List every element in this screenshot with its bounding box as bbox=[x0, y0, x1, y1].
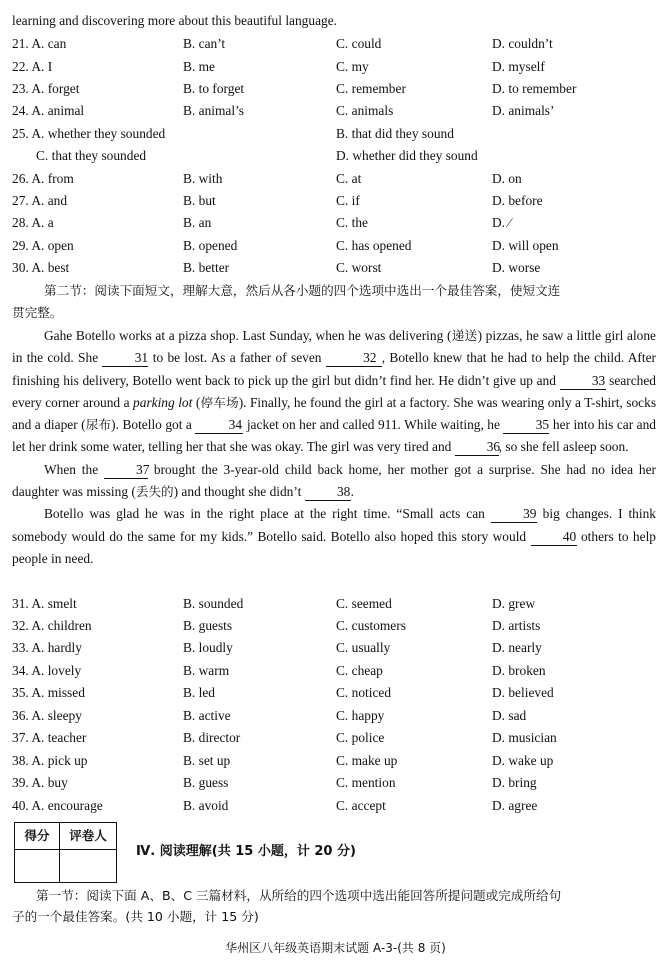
section2-instruction-line1: 第二节：阅读下面短文，理解大意，然后从各小题的四个选项中选出一个最佳答案，使短文连 bbox=[44, 283, 561, 298]
option-d[interactable]: D. on bbox=[492, 171, 522, 186]
option-b[interactable]: B. warm bbox=[183, 663, 230, 678]
blank-38[interactable]: 38 bbox=[305, 484, 351, 501]
option-c[interactable]: C. accept bbox=[336, 798, 386, 813]
page-footer: 华州区八年级英语期末试题 A-3-(共 8 页) bbox=[225, 941, 446, 955]
option-a[interactable]: 34. A. lovely bbox=[12, 663, 82, 678]
option-b[interactable]: B. director bbox=[183, 730, 241, 745]
part4-instruction-line2: 子的一个最佳答案。(共 10 小题，计 15 分) bbox=[12, 909, 259, 924]
blank-37[interactable]: 37 bbox=[104, 462, 148, 479]
option-c[interactable]: C. my bbox=[336, 59, 369, 74]
option-c[interactable]: C. happy bbox=[336, 708, 385, 723]
option-b[interactable]: B. avoid bbox=[183, 798, 229, 813]
blank-32[interactable]: 32 bbox=[326, 350, 382, 367]
option-c[interactable]: C. police bbox=[336, 730, 385, 745]
option-b[interactable]: B. guests bbox=[183, 618, 233, 633]
option-a[interactable]: 32. A. children bbox=[12, 618, 92, 633]
option-d[interactable]: D. bring bbox=[492, 775, 537, 790]
passage-paragraph-3: Botello was glad he was in the right place at the right time. “Small acts can 39 big changes. I think somebody would do the same for my kids.” Botello said. Botello also hoped this story would 40 others to help people in need. bbox=[12, 506, 656, 566]
option-b[interactable]: B. can’t bbox=[183, 36, 226, 51]
option-b[interactable]: B. active bbox=[183, 708, 231, 723]
part4-title: Ⅳ. 阅读理解(共 15 小题，计 20 分) bbox=[136, 844, 356, 859]
option-d[interactable]: D. wake up bbox=[492, 753, 554, 768]
option-c[interactable]: C. the bbox=[336, 215, 368, 230]
option-a[interactable]: 31. A. smelt bbox=[12, 596, 77, 611]
option-b[interactable]: B. an bbox=[183, 215, 212, 230]
option-d[interactable]: D. myself bbox=[492, 59, 545, 74]
option-b[interactable]: B. set up bbox=[183, 753, 231, 768]
option-b[interactable]: B. but bbox=[183, 193, 216, 208]
option-c[interactable]: C. remember bbox=[336, 81, 406, 96]
blank-40[interactable]: 40 bbox=[531, 529, 577, 546]
option-b[interactable]: B. guess bbox=[183, 775, 229, 790]
option-c[interactable]: C. at bbox=[336, 171, 362, 186]
option-c[interactable]: C. noticed bbox=[336, 685, 392, 700]
intro-line: learning and discovering more about this beautiful language. bbox=[12, 13, 337, 28]
option-d[interactable]: D. before bbox=[492, 193, 543, 208]
blank-34[interactable]: 34 bbox=[195, 417, 243, 434]
option-a[interactable]: 40. A. encourage bbox=[12, 798, 103, 813]
option-b[interactable]: B. sounded bbox=[183, 596, 244, 611]
blank-33[interactable]: 33 bbox=[560, 373, 606, 390]
option-a[interactable]: 28. A. a bbox=[12, 215, 54, 230]
option-c[interactable]: C. animals bbox=[336, 103, 394, 118]
option-c[interactable]: C. that they sounded bbox=[36, 148, 147, 163]
option-d[interactable]: D. will open bbox=[492, 238, 559, 253]
option-b[interactable]: B. opened bbox=[183, 238, 238, 253]
option-a[interactable]: 37. A. teacher bbox=[12, 730, 87, 745]
option-d[interactable]: D. broken bbox=[492, 663, 546, 678]
option-c[interactable]: C. worst bbox=[336, 260, 382, 275]
option-d[interactable]: D. couldn’t bbox=[492, 36, 553, 51]
option-d[interactable]: D. whether did they sound bbox=[336, 148, 478, 163]
score-table bbox=[14, 822, 117, 883]
option-a[interactable]: 38. A. pick up bbox=[12, 753, 88, 768]
option-d[interactable]: D. sad bbox=[492, 708, 527, 723]
blank-31[interactable]: 31 bbox=[102, 350, 148, 367]
blank-36[interactable]: 36 bbox=[455, 439, 499, 456]
option-a[interactable]: 39. A. buy bbox=[12, 775, 68, 790]
option-a[interactable]: 22. A. I bbox=[12, 59, 53, 74]
option-a[interactable]: 36. A. sleepy bbox=[12, 708, 82, 723]
option-b[interactable]: B. that did they sound bbox=[336, 126, 454, 141]
option-a[interactable]: 30. A. best bbox=[12, 260, 70, 275]
option-a[interactable]: 26. A. from bbox=[12, 171, 74, 186]
option-c[interactable]: C. if bbox=[336, 193, 360, 208]
option-a[interactable]: 33. A. hardly bbox=[12, 640, 82, 655]
option-d[interactable]: D. artists bbox=[492, 618, 541, 633]
option-a[interactable]: 24. A. animal bbox=[12, 103, 85, 118]
option-b[interactable]: B. better bbox=[183, 260, 230, 275]
option-a[interactable]: 21. A. can bbox=[12, 36, 67, 51]
option-d[interactable]: D. worse bbox=[492, 260, 541, 275]
score-input-cell[interactable] bbox=[15, 850, 60, 883]
score-label: 得分 bbox=[15, 823, 60, 850]
option-a[interactable]: 25. A. whether they sounded bbox=[12, 126, 166, 141]
cloze-passage bbox=[12, 325, 656, 570]
option-d[interactable]: D. believed bbox=[492, 685, 554, 700]
option-c[interactable]: C. make up bbox=[336, 753, 398, 768]
passage-paragraph-2: When the 37 brought the 3-year-old child back home, her mother got a surprise. She had no idea her daughter was missing (丢失的) and thought she didn’t 38. bbox=[12, 461, 656, 500]
option-c[interactable]: C. cheap bbox=[336, 663, 383, 678]
option-c[interactable]: C. could bbox=[336, 36, 382, 51]
option-b[interactable]: B. me bbox=[183, 59, 215, 74]
option-d[interactable]: D. musician bbox=[492, 730, 557, 745]
section2-instruction-line2: 贯完整。 bbox=[12, 305, 63, 320]
option-c[interactable]: C. mention bbox=[336, 775, 396, 790]
option-c[interactable]: C. usually bbox=[336, 640, 391, 655]
option-d[interactable]: D. ∕ bbox=[492, 215, 511, 230]
option-a[interactable]: 29. A. open bbox=[12, 238, 74, 253]
option-b[interactable]: B. led bbox=[183, 685, 215, 700]
option-a[interactable]: 23. A. forget bbox=[12, 81, 80, 96]
option-d[interactable]: D. to remember bbox=[492, 81, 577, 96]
option-b[interactable]: B. animal’s bbox=[183, 103, 244, 118]
passage-paragraph-1: Gahe Botello works at a pizza shop. Last Sunday, when he was delivering (递送) pizzas, he saw a little girl alone in the cold. She 31 to be lost. As a father of seven 32 , Botello knew that he had to help the child. After finishing his delivery, Botello went back to pick up the girl but didn’t find her. He didn’t give up and 33 searched every corner around a parking lot (停车场). Finally, he found the girl at a factory. She was wearing only a T-shirt, socks and a diaper (尿布). Botello got a 34 jacket on her and called 911. While waiting, he 35 her into his car and let her drink some water, telling her that she was okay. The girl was very tired and 36, so she fell asleep soon. bbox=[12, 328, 657, 455]
part4-instruction-line1: 第一节：阅读下面 A、B、C 三篇材料，从所给的四个选项中选出能回答所提问题或完成所给句 bbox=[36, 888, 562, 903]
option-d[interactable]: D. grew bbox=[492, 596, 536, 611]
option-b[interactable]: B. with bbox=[183, 171, 223, 186]
blank-39[interactable]: 39 bbox=[491, 506, 537, 523]
option-b[interactable]: B. loudly bbox=[183, 640, 233, 655]
option-c[interactable]: C. seemed bbox=[336, 596, 392, 611]
grader-label: 评卷人 bbox=[60, 823, 117, 850]
option-a[interactable]: 35. A. missed bbox=[12, 685, 85, 700]
option-c[interactable]: C. has opened bbox=[336, 238, 412, 253]
blank-35[interactable]: 35 bbox=[503, 417, 549, 434]
option-d[interactable]: D. animals’ bbox=[492, 103, 555, 118]
grader-input-cell[interactable] bbox=[60, 850, 117, 883]
option-d[interactable]: D. agree bbox=[492, 798, 538, 813]
option-b[interactable]: B. to forget bbox=[183, 81, 245, 96]
option-c[interactable]: C. customers bbox=[336, 618, 406, 633]
option-a[interactable]: 27. A. and bbox=[12, 193, 68, 208]
option-d[interactable]: D. nearly bbox=[492, 640, 542, 655]
